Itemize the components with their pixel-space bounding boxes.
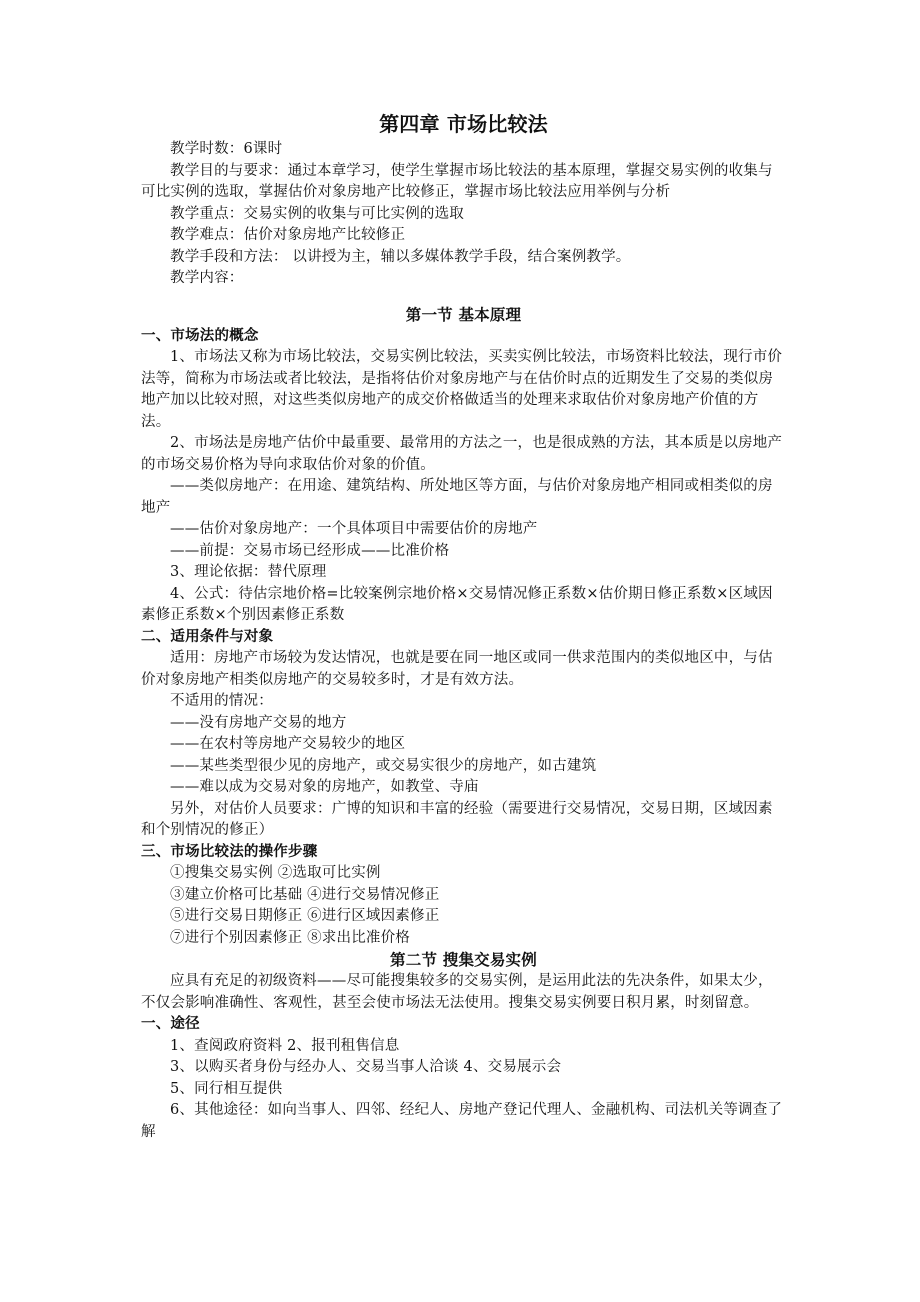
paragraph: ——难以成为交易对象的房地产，如教堂、寺庙	[170, 779, 479, 795]
paragraph: ——前提：交易市场已经形成——比准价格	[170, 542, 450, 559]
section1-heading-conditions: 二、适用条件与对象	[141, 628, 274, 645]
list-item: ⑦进行个别因素修正 ⑧求出比准价格	[170, 929, 411, 946]
formula-paragraph: 4、公式：待估宗地价格=比较案例宗地价格×交易情况修正系数×估价期日修正系数×区域因素修正系数×个别因素修正系数	[141, 585, 773, 623]
teaching-content: 教学内容：	[170, 270, 244, 286]
paragraph: 不适用的情况：	[170, 693, 273, 709]
paragraph: 2、市场法是房地产估价中最重要、最常用的方法之一，也是很成熟的方法，其本质是以房地产的市场交易价格为导向求取估价对象的价值。	[141, 435, 783, 473]
teaching-key-points: 教学重点：交易实例的收集与可比实例的选取	[170, 205, 464, 222]
paragraph: 应具有充足的初级资料——尽可能搜集较多的交易实例，是运用此法的先决条件，如果太少，不仅会影响准确性、客观性，甚至会使市场法无法使用。搜集交易实例要日积月累，时刻留意。	[141, 973, 773, 1011]
section1-heading-steps: 三、市场比较法的操作步骤	[141, 843, 318, 860]
section2-heading-channels: 一、途径	[141, 1016, 200, 1032]
paragraph: 另外，对估价人员要求：广博的知识和丰富的经验（需要进行交易情况，交易日期，区域因素和个别情况的修正）	[141, 800, 773, 838]
section2-title: 第二节 搜集交易实例	[390, 951, 537, 969]
teaching-objective: 教学目的与要求：通过本章学习，使学生掌握市场比较法的基本原理，掌握交易实例的收集与可比实例的选取，掌握估价对象房地产比较修正，掌握市场比较法应用举例与分析	[141, 162, 773, 200]
list-item: ③建立价格可比基础 ④进行交易情况修正	[170, 886, 440, 903]
list-item: 5、同行相互提供	[170, 1080, 283, 1097]
teaching-difficulty: 教学难点：估价对象房地产比较修正	[170, 227, 406, 243]
paragraph: ——没有房地产交易的地方	[170, 714, 347, 731]
list-item: 3、以购买者身份与经办人、交易当事人洽谈 4、交易展示会	[170, 1059, 562, 1075]
paragraph: 1、市场法又称为市场比较法，交易实例比较法，买卖实例比较法，市场资料比较法，现行市价法等，简称为市场法或者比较法，是指将估价对象房地产与在估价时点的近期发生了交易的类似房地产加以比较对照，对这些类似房地产的成交价格做适当的处理来求取估价对象房地产价值的方法。	[141, 349, 783, 430]
section1-title: 第一节 基本原理	[405, 305, 522, 324]
teaching-hours: 教学时数：6课时	[170, 141, 283, 157]
paragraph: ——在农村等房地产交易较少的地区	[170, 736, 406, 752]
document-page	[141, 110, 786, 1143]
section1-heading-concept: 一、市场法的概念	[141, 327, 259, 344]
paragraph: ——某些类型很少见的房地产，或交易实很少的房地产，如古建筑	[170, 757, 597, 774]
paragraph: ——类似房地产：在用途、建筑结构、所处地区等方面，与估价对象房地产相同或相类似的房地产	[141, 478, 773, 516]
paragraph: 3、理论依据：替代原理	[170, 564, 327, 580]
chapter-title: 第四章 市场比较法	[379, 112, 548, 136]
list-item: ⑤进行交易日期修正 ⑥进行区域因素修正	[170, 908, 440, 924]
paragraph: 适用：房地产市场较为发达情况，也就是要在同一地区或同一供求范围内的类似地区中，与估价对象房地产相类似房地产的交易较多时，才是有效方法。	[141, 650, 773, 688]
list-item: ①搜集交易实例 ②选取可比实例	[170, 865, 381, 881]
list-item: 1、查阅政府资料 2、报刊租售信息	[170, 1037, 400, 1054]
paragraph: ——估价对象房地产：一个具体项目中需要估价的房地产	[170, 521, 538, 537]
teaching-methods: 教学手段和方法： 以讲授为主，辅以多媒体教学手段，结合案例教学。	[170, 248, 631, 265]
list-item: 6、其他途径：如向当事人、四邻、经纪人、房地产登记代理人、金融机构、司法机关等调查了解	[141, 1102, 783, 1140]
